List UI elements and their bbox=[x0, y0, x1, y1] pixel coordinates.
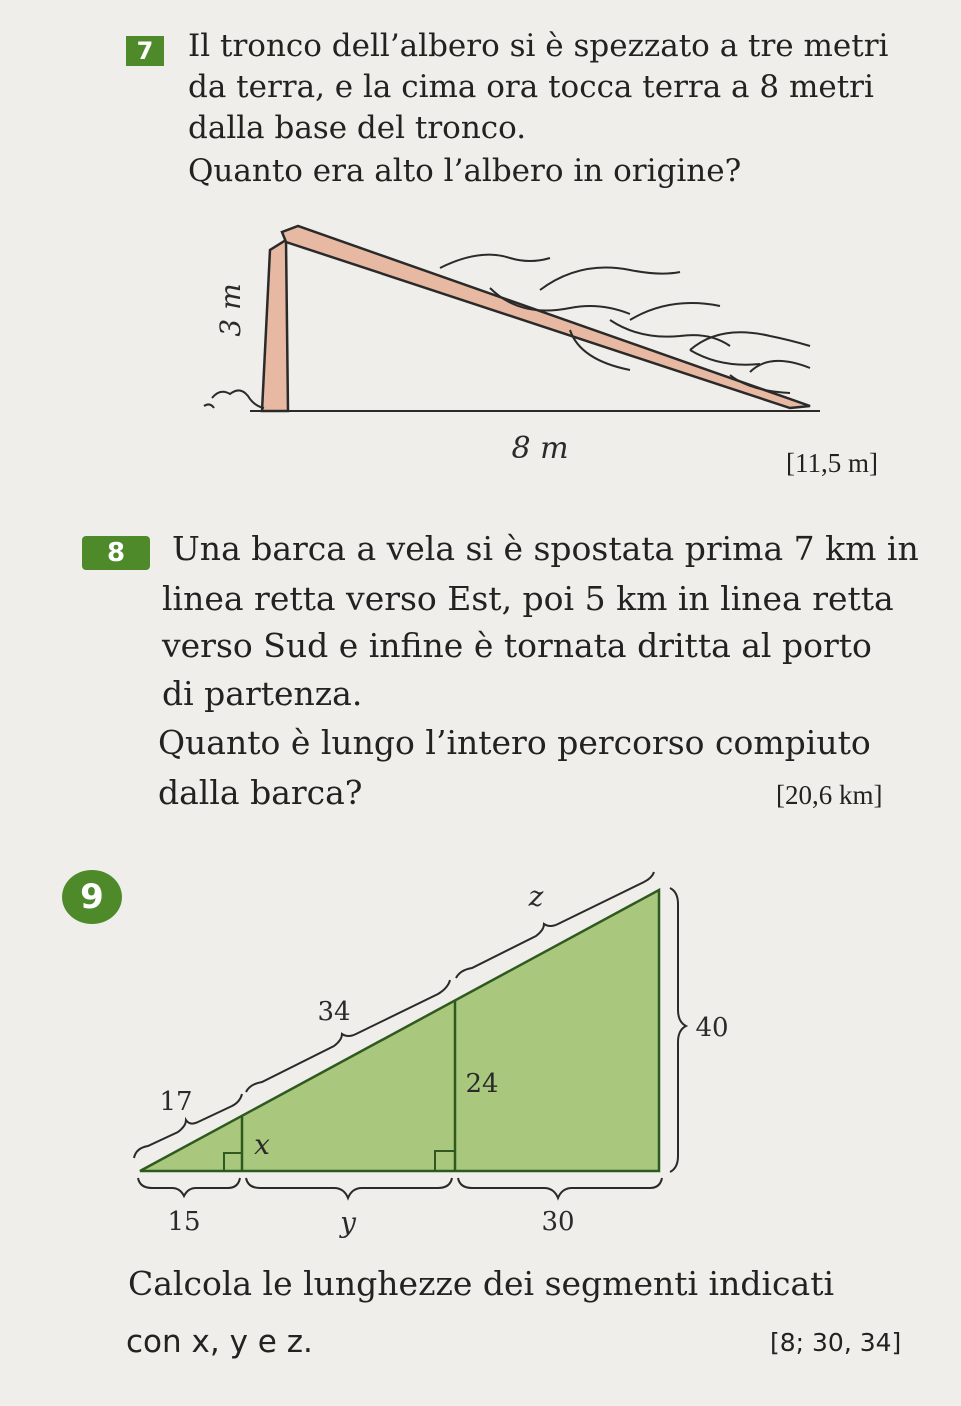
brace-y bbox=[246, 1178, 452, 1198]
tree-branches bbox=[440, 255, 810, 393]
exercise-8-question-1: Quanto è lungo l’intero percorso compiuto bbox=[158, 723, 871, 762]
label-z: z bbox=[528, 880, 544, 913]
exercise-8-line-3: verso Sud e infine è tornata dritta al porto bbox=[162, 626, 872, 665]
brace-15 bbox=[138, 1178, 240, 1196]
label-30: 30 bbox=[541, 1207, 575, 1237]
fallen-trunk bbox=[282, 226, 810, 408]
similar-triangles-diagram bbox=[120, 870, 729, 1250]
triangle-large bbox=[140, 890, 659, 1171]
exercise-8-number: 8 bbox=[82, 536, 150, 570]
label-17: 17 bbox=[159, 1087, 193, 1117]
exercise-9-line-2: con x, y e z. bbox=[126, 1324, 313, 1360]
label-x: x bbox=[254, 1128, 270, 1161]
tree-trunk bbox=[262, 240, 288, 411]
label-base: 8 m bbox=[511, 431, 569, 466]
label-40: 40 bbox=[695, 1013, 729, 1043]
exercise-9-answer: [8; 30, 34] bbox=[770, 1328, 902, 1357]
exercise-9-line-1: Calcola le lunghezze dei segmenti indicati bbox=[128, 1264, 835, 1303]
label-15: 15 bbox=[167, 1207, 201, 1237]
exercise-7-line-2: da terra, e la cima ora tocca terra a 8 metri bbox=[188, 69, 874, 105]
broken-tree-diagram bbox=[190, 210, 840, 480]
label-24: 24 bbox=[465, 1069, 499, 1099]
exercise-9-number: 9 bbox=[62, 870, 122, 924]
exercise-7-question: Quanto era alto l’albero in origine? bbox=[188, 153, 742, 189]
brace-30 bbox=[458, 1178, 662, 1198]
brace-40 bbox=[670, 888, 686, 1172]
exercise-8-line-1: Una barca a vela si è spostata prima 7 km in bbox=[172, 529, 919, 568]
exercise-8-line-4: di partenza. bbox=[162, 674, 363, 713]
exercise-7-answer: [11,5 m] bbox=[786, 448, 878, 478]
exercise-7-line-1: Il tronco dell’albero si è spezzato a tre metri bbox=[188, 28, 889, 64]
exercise-7-line-3: dalla base del tronco. bbox=[188, 110, 527, 146]
label-height: 3 m bbox=[214, 283, 247, 337]
label-y: y bbox=[340, 1206, 356, 1239]
label-34: 34 bbox=[317, 997, 351, 1027]
exercise-8-line-2: linea retta verso Est, poi 5 km in linea retta bbox=[162, 579, 894, 618]
exercise-7-number: 7 bbox=[126, 36, 164, 66]
exercise-8-answer: [20,6 km] bbox=[776, 780, 883, 810]
exercise-8-question-2: dalla barca? bbox=[158, 773, 363, 812]
